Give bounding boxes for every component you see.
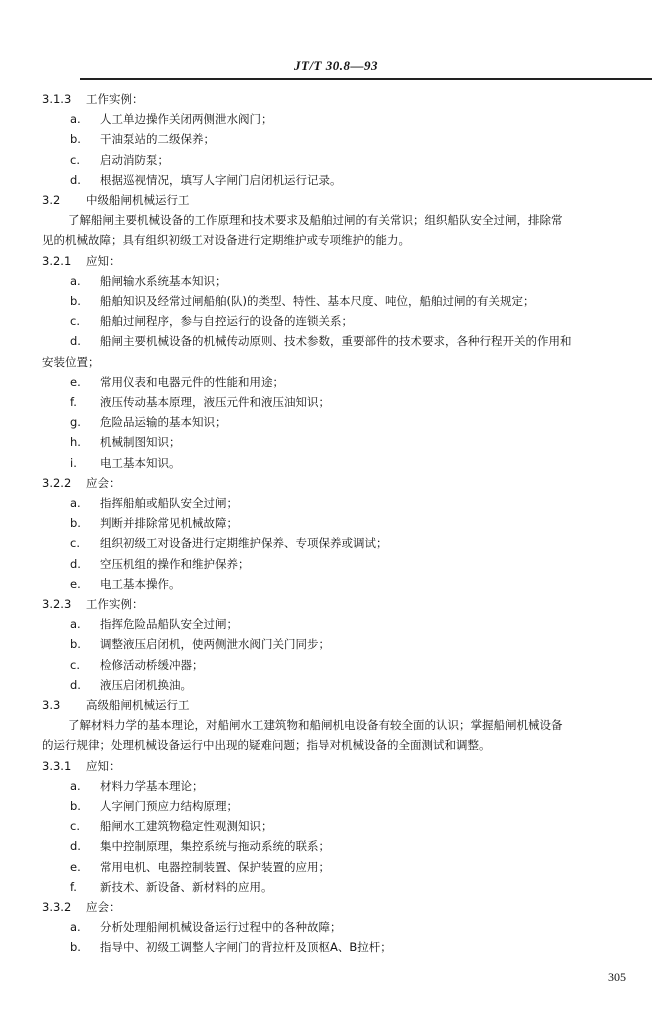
text-line bbox=[70, 617, 238, 631]
section-number: 3.3.2 bbox=[42, 900, 72, 914]
item-text: 判断并排除常见机械故障； bbox=[100, 516, 238, 531]
item-text: 常用仪表和电器元件的性能和用途； bbox=[100, 374, 284, 389]
item-text: 检修活动桥缓冲器； bbox=[100, 657, 204, 672]
item-text: 启动消防泵； bbox=[100, 152, 169, 167]
section-number: 3.3 bbox=[42, 698, 61, 712]
text-line bbox=[70, 940, 392, 954]
text-line bbox=[70, 456, 181, 470]
item-text: 船闸水工建筑物稳定性观测知识； bbox=[100, 819, 273, 834]
text-line bbox=[70, 536, 388, 550]
item-text: 新技术、新设备、新材料的应用。 bbox=[100, 879, 273, 894]
item-letter: c. bbox=[70, 657, 80, 672]
page-number: 305 bbox=[608, 970, 626, 984]
text-line bbox=[42, 698, 190, 712]
item-text: 电工基本操作。 bbox=[100, 576, 181, 591]
section-title: 应会： bbox=[86, 475, 121, 490]
item-letter: a. bbox=[70, 617, 81, 632]
section-title: 工作实例： bbox=[86, 92, 144, 106]
text-line bbox=[70, 415, 227, 429]
item-text: 电工基本知识。 bbox=[100, 455, 181, 470]
header-rule bbox=[80, 78, 652, 80]
text-line bbox=[70, 435, 181, 449]
section-title: 应知： bbox=[86, 758, 121, 773]
text-line bbox=[70, 294, 534, 308]
continuation-line: 安装位置； bbox=[42, 354, 100, 369]
item-text: 组织初级工对设备进行定期维护保养、专项保养或调试； bbox=[100, 536, 388, 551]
text-line bbox=[70, 112, 273, 126]
text-line bbox=[70, 860, 330, 874]
text-line bbox=[70, 678, 192, 692]
item-letter: d. bbox=[70, 839, 81, 854]
text-line bbox=[42, 900, 121, 914]
text-line bbox=[70, 779, 204, 793]
section-number: 3.2.1 bbox=[42, 253, 72, 268]
text-line bbox=[42, 476, 121, 490]
item-text: 机械制图知识； bbox=[100, 435, 181, 450]
continuation-line: 见的机械故障；具有组织初级工对设备进行定期维护或专项维护的能力。 bbox=[42, 233, 410, 248]
text-line bbox=[70, 637, 330, 651]
text-line bbox=[70, 153, 169, 167]
paragraph-line: 了解船闸主要机械设备的工作原理和技术要求及船舶过闸的有关常识；组织船队安全过闸，排除常 bbox=[68, 213, 563, 228]
text-line bbox=[70, 557, 250, 571]
item-text: 船舶知识及经常过闸船舶(队)的类型、特性、基本尺度、吨位，船舶过闸的有关规定； bbox=[100, 294, 535, 308]
text-line bbox=[70, 577, 181, 591]
item-letter: d. bbox=[70, 172, 81, 187]
item-letter: a. bbox=[70, 112, 81, 127]
item-letter: g. bbox=[70, 415, 81, 430]
item-letter: f. bbox=[70, 395, 77, 409]
text-line bbox=[42, 254, 121, 268]
continuation-line: 的运行规律；处理机械设备运行中出现的疑难问题；指导对机械设备的全面测试和调整。 bbox=[42, 738, 491, 753]
item-letter: i. bbox=[70, 455, 77, 470]
item-letter: b. bbox=[70, 637, 81, 652]
item-letter: e. bbox=[70, 576, 81, 591]
section-title: 高级船闸机械运行工 bbox=[86, 698, 190, 712]
item-text: 人字闸门预应力结构原理； bbox=[100, 799, 238, 813]
item-text: 液压传动基本原理，液压元件和液压油知识； bbox=[100, 395, 330, 409]
item-letter: b. bbox=[70, 799, 81, 813]
item-letter: b. bbox=[70, 940, 81, 955]
section-number: 3.1.3 bbox=[42, 92, 72, 106]
item-text: 根据巡视情况，填写人字闸门启闭机运行记录。 bbox=[100, 172, 342, 187]
item-text: 船闸输水系统基本知识； bbox=[100, 273, 227, 288]
text-line bbox=[70, 496, 238, 510]
item-letter: h. bbox=[70, 435, 81, 450]
item-letter: a. bbox=[70, 273, 81, 288]
section-number: 3.3.1 bbox=[42, 758, 72, 773]
item-text: 指挥船舶或船队安全过闸； bbox=[100, 496, 238, 510]
text-line bbox=[70, 839, 330, 853]
item-letter: b. bbox=[70, 516, 81, 531]
section-number: 3.2 bbox=[42, 193, 61, 207]
section-number: 3.2.3 bbox=[42, 597, 72, 611]
item-letter: b. bbox=[70, 132, 81, 147]
text-line bbox=[70, 819, 273, 833]
text-line bbox=[70, 274, 227, 288]
text-line bbox=[70, 375, 284, 389]
item-letter: a. bbox=[70, 778, 81, 793]
item-text: 干油泵站的二级保养； bbox=[100, 132, 215, 147]
text-line bbox=[70, 314, 353, 328]
section-title: 应知： bbox=[86, 253, 121, 268]
item-text: 集中控制原理，集控系统与拖动系统的联系； bbox=[100, 839, 330, 854]
item-letter: d. bbox=[70, 677, 81, 692]
section-title: 工作实例： bbox=[86, 597, 144, 611]
text-line bbox=[42, 597, 144, 611]
item-letter: e. bbox=[70, 374, 81, 389]
text-line bbox=[42, 92, 144, 106]
text-line bbox=[70, 334, 572, 348]
text-line bbox=[70, 799, 238, 813]
section-title: 应会： bbox=[86, 900, 121, 914]
item-letter: f. bbox=[70, 879, 77, 894]
item-text: 危险品运输的基本知识； bbox=[100, 415, 227, 430]
text-line bbox=[42, 193, 190, 207]
item-text: 空压机组的操作和维护保养； bbox=[100, 556, 250, 571]
item-text: 船闸主要机械设备的机械传动原则、技术参数，重要部件的技术要求，各种行程开关的作用和 bbox=[100, 334, 572, 349]
text-line bbox=[70, 880, 273, 894]
text-line bbox=[70, 395, 330, 409]
text-line bbox=[70, 658, 204, 672]
item-letter: e. bbox=[70, 859, 81, 874]
item-letter: d. bbox=[70, 556, 81, 571]
text-line bbox=[70, 173, 342, 187]
item-letter: c. bbox=[70, 819, 80, 834]
item-letter: a. bbox=[70, 496, 81, 510]
item-text: 常用电机、电器控制装置、保护装置的应用； bbox=[100, 859, 330, 874]
section-number: 3.2.2 bbox=[42, 475, 72, 490]
item-letter: d. bbox=[70, 334, 81, 349]
text-line bbox=[70, 516, 238, 530]
item-text: 调整液压启闭机，使两侧泄水阀门关门同步； bbox=[100, 637, 330, 652]
item-text: 人工单边操作关闭两侧泄水阀门； bbox=[100, 112, 273, 127]
item-text: 分析处理船闸机械设备运行过程中的各种故障； bbox=[100, 920, 342, 935]
item-text: 材料力学基本理论； bbox=[100, 778, 204, 793]
paragraph-line: 了解材料力学的基本理论，对船闸水工建筑物和船闸机电设备有较全面的认识；掌握船闸机械设备 bbox=[68, 718, 563, 733]
item-letter: c. bbox=[70, 536, 80, 551]
section-title: 中级船闸机械运行工 bbox=[86, 193, 190, 207]
item-text: 指导中、初级工调整人字闸门的背拉杆及顶枢A、B拉杆； bbox=[100, 940, 392, 955]
item-letter: a. bbox=[70, 920, 81, 935]
item-text: 液压启闭机换油。 bbox=[100, 677, 192, 692]
item-text: 船舶过闸程序，参与自控运行的设备的连锁关系； bbox=[100, 314, 353, 329]
item-letter: b. bbox=[70, 294, 81, 308]
item-text: 指挥危险品船队安全过闸； bbox=[100, 617, 238, 632]
item-letter: c. bbox=[70, 152, 80, 167]
text-line bbox=[70, 132, 215, 146]
text-line bbox=[70, 920, 342, 934]
document-header: JT/T 30.8—93 bbox=[294, 58, 378, 73]
item-letter: c. bbox=[70, 314, 80, 329]
text-line bbox=[42, 759, 121, 773]
